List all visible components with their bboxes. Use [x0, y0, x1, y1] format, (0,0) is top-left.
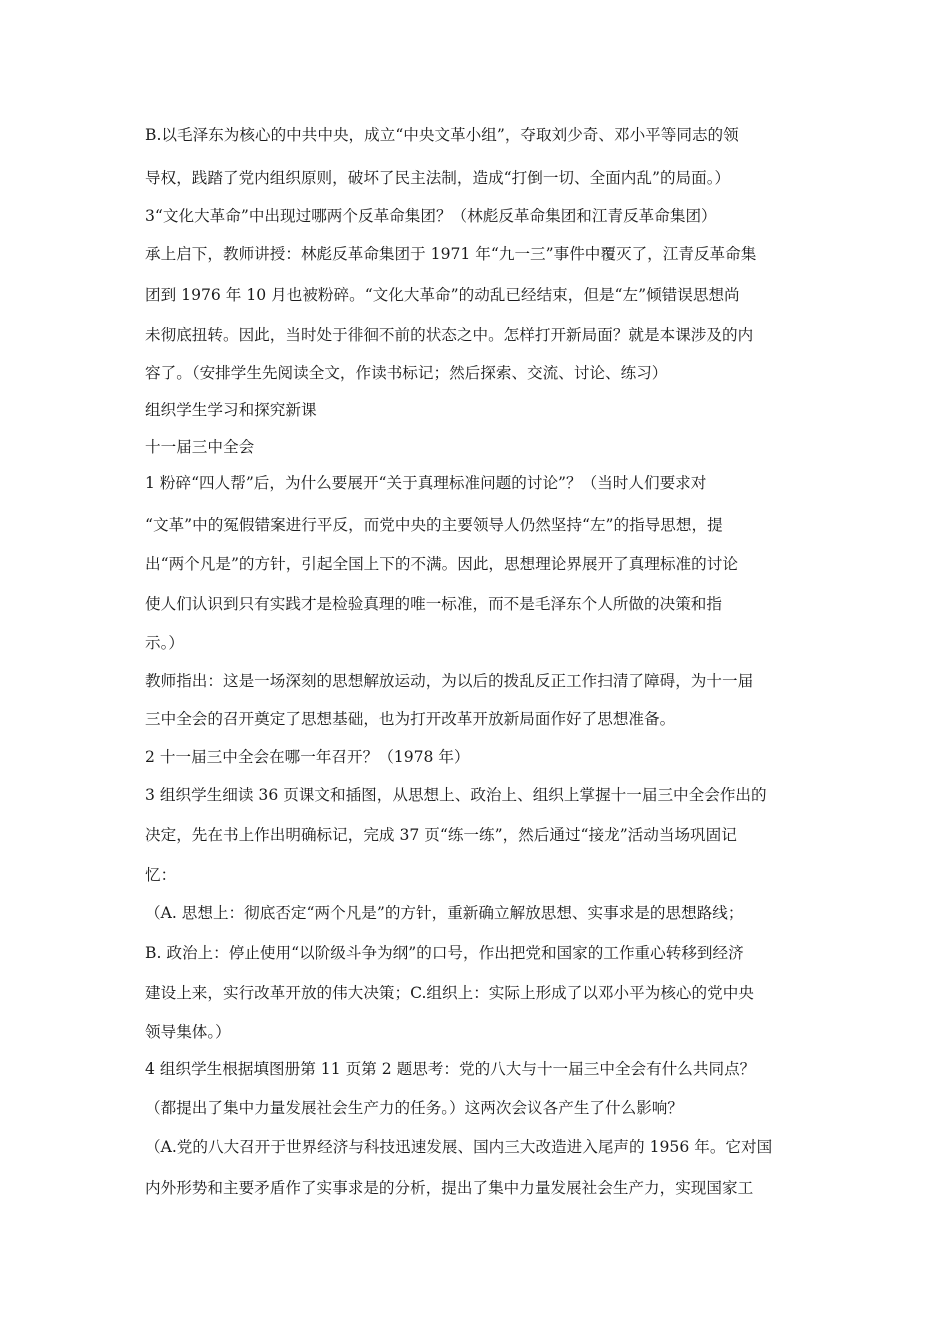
text-line: 忆： — [145, 866, 177, 884]
text-line: 建设上来，实行改革开放的伟大决策；C.组织上：实际上形成了以邓小平为核心的党中央 — [145, 984, 754, 1002]
text-line: B.以毛泽东为核心的中共中央，成立“中央文革小组”，夺取刘少奇、邓小平等同志的领 — [145, 126, 739, 144]
text-line: 团到 1976 年 10 月也被粉碎。“文化大革命”的动乱已经结束，但是“左”倾错误思想尚 — [145, 286, 740, 304]
text-line: 出“两个凡是”的方针，引起全国上下的不满。因此，思想理论界展开了真理标准的讨论 — [145, 555, 738, 573]
text-line: （A.党的八大召开于世界经济与科技迅速发展、国内三大改造进入尾声的 1956 年。它对国 — [145, 1138, 773, 1156]
text-line: （A. 思想上：彻底否定“两个凡是”的方针，重新确立解放思想、实事求是的思想路线； — [145, 904, 744, 922]
text-line: 3“文化大革命”中出现过哪两个反革命集团？（林彪反革命集团和江青反革命集团） — [145, 207, 717, 225]
text-line: 三中全会的召开奠定了思想基础，也为打开改革开放新局面作好了思想准备。 — [145, 710, 676, 728]
text-line: 决定，先在书上作出明确标记，完成 37 页“练一练”，然后通过“接龙”活动当场巩固记 — [145, 826, 737, 844]
text-line: B. 政治上：停止使用“以阶级斗争为纲”的口号，作出把党和国家的工作重心转移到经济 — [145, 944, 744, 962]
text-line: 容了。（安排学生先阅读全文，作读书标记；然后探索、交流、讨论、练习） — [145, 364, 668, 382]
text-line: 使人们认识到只有实践才是检验真理的唯一标准，而不是毛泽东个人所做的决策和指 — [145, 595, 722, 613]
text-line: 教师指出：这是一场深刻的思想解放运动，为以后的拨乱反正工作扫清了障碍，为十一届 — [145, 672, 754, 690]
text-line: 1 粉碎“四人帮”后，为什么要展开“关于真理标准问题的讨论”？（当时人们要求对 — [145, 474, 707, 492]
text-line: 3 组织学生细读 36 页课文和插图，从思想上、政治上、组织上掌握十一届三中全会作出的 — [145, 786, 767, 804]
text-line: 导权，践踏了党内组织原则，破坏了民主法制，造成“打倒一切、全面内乱”的局面。） — [145, 169, 731, 187]
text-line: 示。） — [145, 634, 184, 652]
text-line: 承上启下，教师讲授：林彪反革命集团于 1971 年“九一三”事件中覆灭了，江青反革命集 — [145, 245, 757, 263]
section-heading: 组织学生学习和探究新课 — [145, 401, 317, 419]
text-line: “文革”中的冤假错案进行平反，而党中央的主要领导人仍然坚持“左”的指导思想，提 — [145, 516, 723, 534]
section-heading: 十一届三中全会 — [145, 438, 255, 456]
text-line: 领导集体。） — [145, 1023, 231, 1041]
text-line: 内外形势和主要矛盾作了实事求是的分析，提出了集中力量发展社会生产力，实现国家工 — [145, 1179, 754, 1197]
text-line: （都提出了集中力量发展社会生产力的任务。）这两次会议各产生了什么影响？ — [145, 1099, 683, 1117]
text-line: 4 组织学生根据填图册第 11 页第 2 题思考：党的八大与十一届三中全会有什么共同点？ — [145, 1060, 756, 1078]
text-line: 未彻底扭转。因此，当时处于徘徊不前的状态之中。怎样打开新局面？就是本课涉及的内 — [145, 326, 754, 344]
text-line: 2 十一届三中全会在哪一年召开？（1978 年） — [145, 748, 470, 766]
